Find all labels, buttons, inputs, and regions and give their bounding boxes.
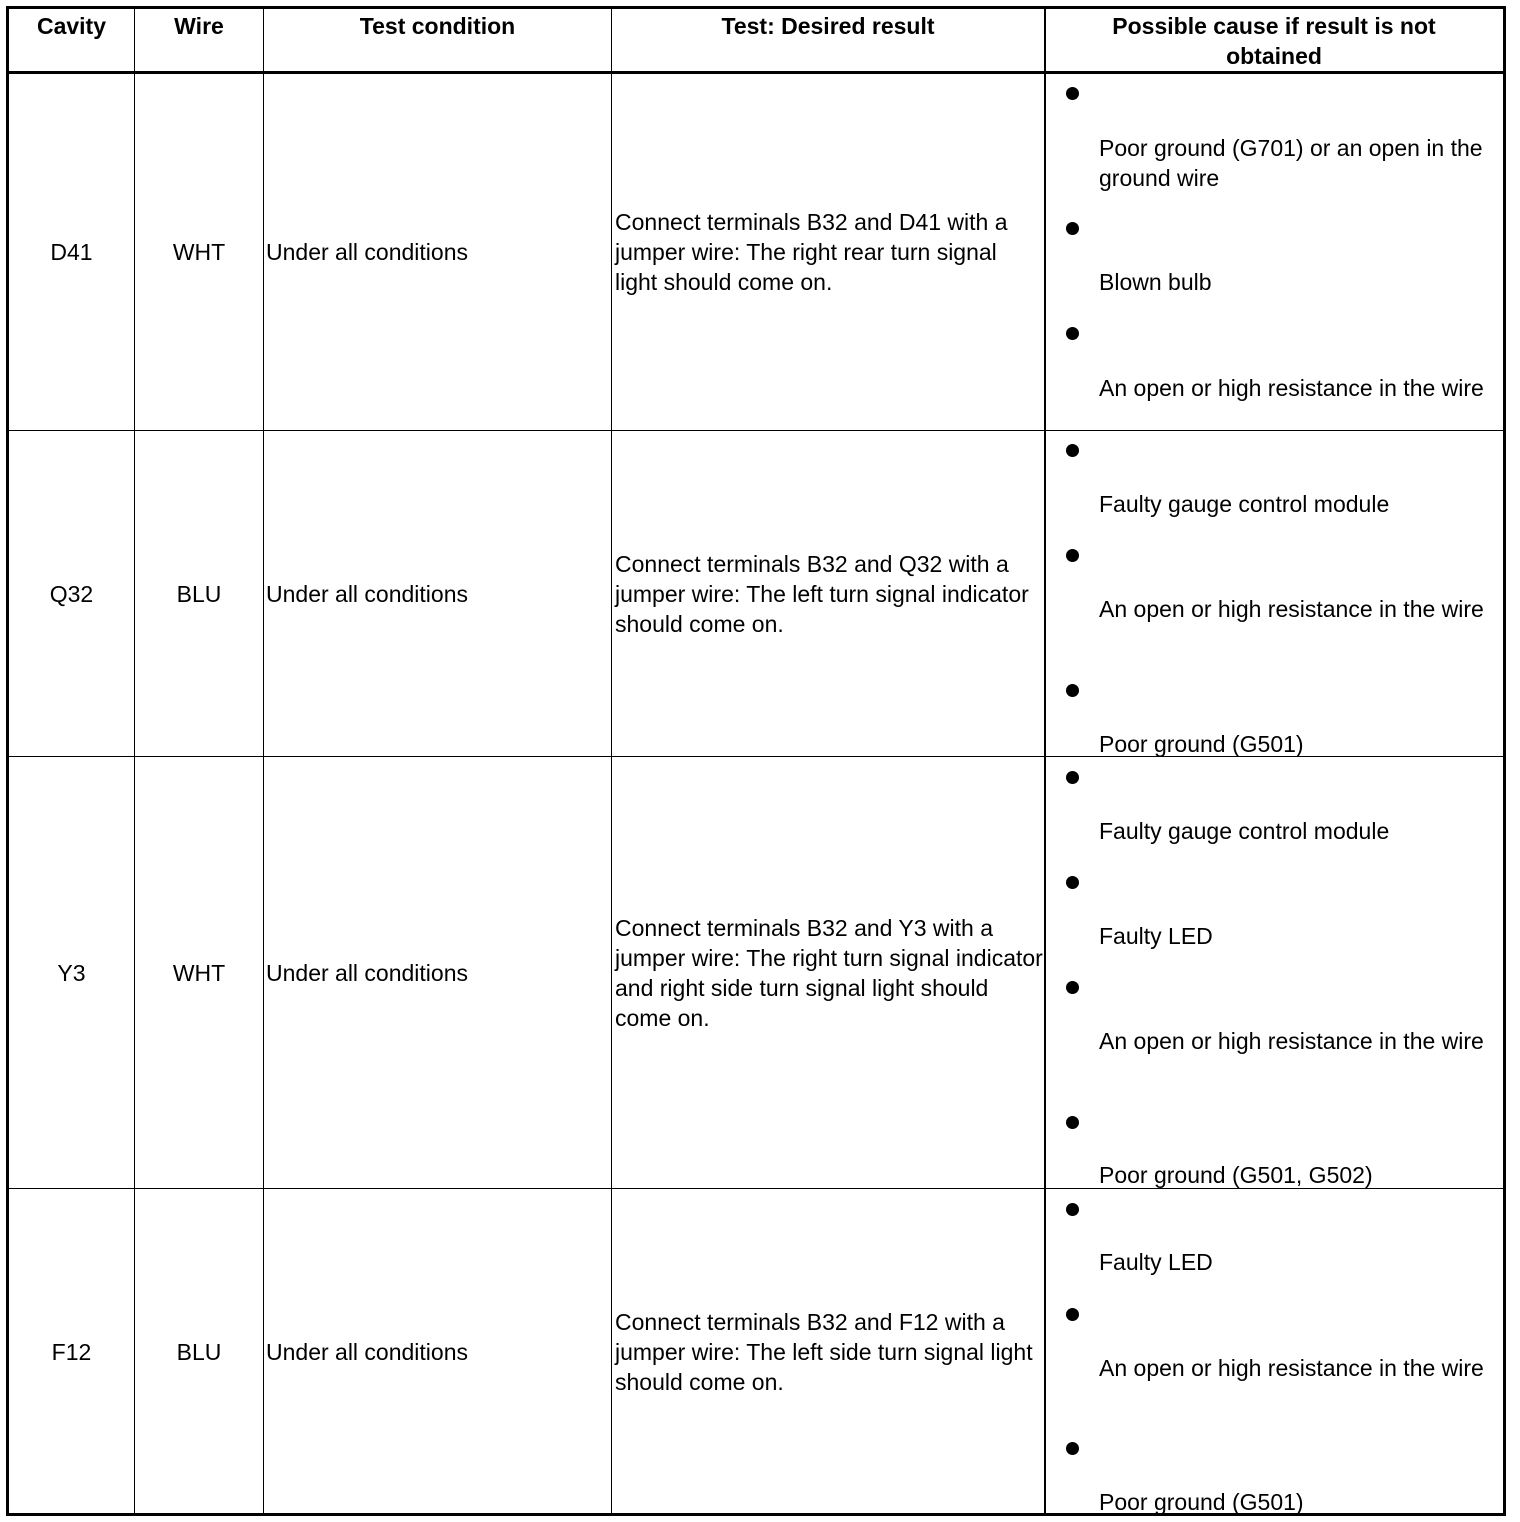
cause-item: Faulty gauge control module [1099,818,1390,844]
row-divider-1 [9,430,1503,431]
wire-cell: BLU [176,581,222,607]
header-possible-cause: Possible cause if result is not obtained [1112,13,1436,69]
header-divider [9,71,1503,74]
col-divider-1 [134,9,135,1513]
header-test-condition: Test condition [359,13,516,39]
wire-cell: WHT [172,960,226,986]
bullet-icon [1066,684,1079,697]
bullet-icon [1066,444,1079,457]
result-cell: Connect terminals B32 and F12 with a jumper wire: The left side turn signal light should come on. [615,1309,1033,1395]
condition-cell: Under all conditions [266,239,469,265]
col-divider-2 [263,9,264,1513]
test-table [6,6,1506,1516]
cause-item: Faulty LED [1099,1249,1213,1275]
bullet-icon [1066,1116,1079,1129]
wire-cell: BLU [176,1339,222,1365]
cause-item: Poor ground (G501, G502) [1099,1162,1373,1188]
bullet-icon [1066,981,1079,994]
bullet-icon [1066,1203,1079,1216]
wire-cell: WHT [172,239,226,265]
cause-item: An open or high resistance in the wire [1099,1355,1484,1381]
bullet-icon [1066,771,1079,784]
cause-item: Poor ground (G501) [1099,1489,1304,1515]
cavity-cell: D41 [50,239,93,265]
result-cell: Connect terminals B32 and Q32 with a jumper wire: The left turn signal indicator should come on. [615,551,1029,637]
cause-item: An open or high resistance in the wire [1099,596,1484,622]
header-cavity: Cavity [36,13,107,39]
bullet-icon [1066,327,1079,340]
cause-item: Poor ground (G701) or an open in the ground wire [1099,135,1483,191]
bullet-icon [1066,876,1079,889]
cavity-cell: Y3 [57,960,86,986]
bullet-icon [1066,87,1079,100]
bullet-icon [1066,222,1079,235]
cause-item: An open or high resistance in the wire [1099,375,1484,401]
bullet-icon [1066,549,1079,562]
col-divider-3 [611,9,612,1513]
cavity-cell: F12 [51,1339,92,1365]
bullet-icon [1066,1308,1079,1321]
cause-item: Blown bulb [1099,269,1212,295]
result-cell: Connect terminals B32 and Y3 with a jumper wire: The right turn signal indicator and right side turn signal light should come on. [615,915,1043,1031]
cavity-cell: Q32 [49,581,94,607]
bullet-icon [1066,1442,1079,1455]
cause-item: An open or high resistance in the wire [1099,1028,1484,1054]
result-cell: Connect terminals B32 and D41 with a jumper wire: The right rear turn signal light should come on. [615,209,1008,295]
cause-item: Faulty gauge control module [1099,491,1390,517]
condition-cell: Under all conditions [266,1339,469,1365]
condition-cell: Under all conditions [266,581,469,607]
header-wire: Wire [174,13,224,39]
header-desired-result: Test: Desired result [721,13,935,39]
condition-cell: Under all conditions [266,960,469,986]
cause-item: Poor ground (G501) [1099,731,1304,757]
cause-item: Faulty LED [1099,923,1213,949]
